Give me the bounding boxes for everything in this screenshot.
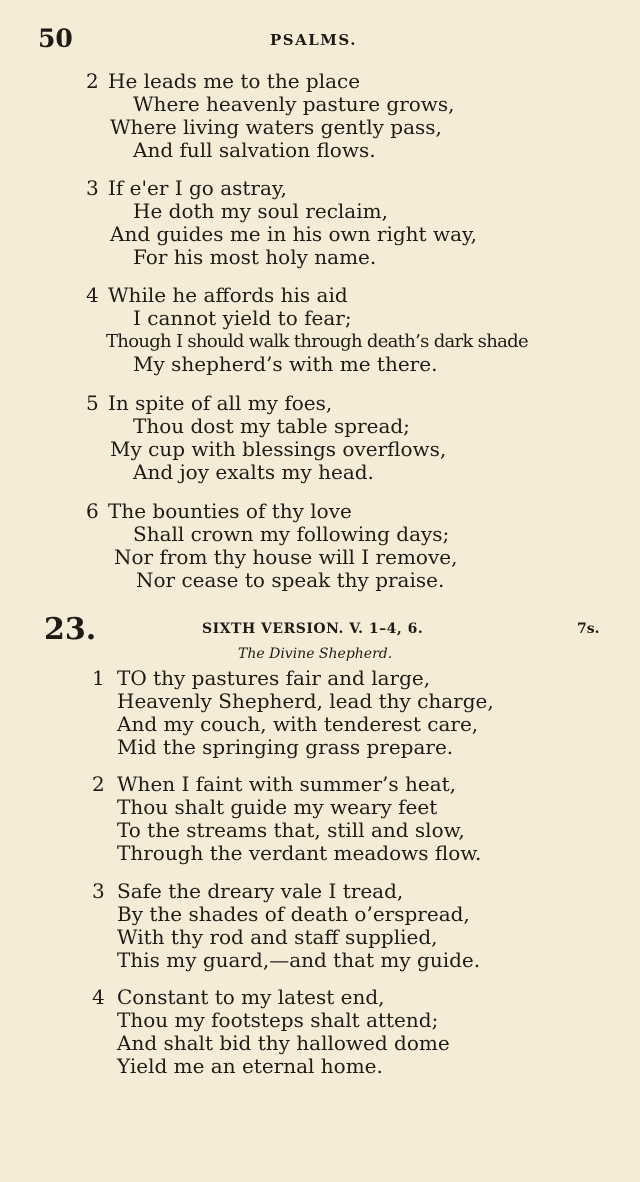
hymn-stanza-3: [92, 880, 632, 972]
verse-line: 3 Safe the dreary vale I tread,: [92, 879, 404, 903]
verse-line: 2 When I faint with summer’s heat,: [92, 772, 457, 796]
verse-line: With thy rod and staff supplied,: [117, 925, 438, 949]
verse-line: 5 In spite of all my foes,: [86, 391, 333, 415]
verse-line: 4 Constant to my latest end,: [92, 985, 385, 1009]
verse-line: 4 While he affords his aid: [86, 283, 348, 307]
page-number: 50: [38, 24, 73, 53]
verse-line: 6 The bounties of thy love: [86, 499, 352, 523]
verse-line: And guides me in his own right way,: [110, 222, 477, 246]
verse-line: Through the verdant meadows flow.: [117, 841, 482, 865]
stanza-number: 2: [86, 69, 99, 93]
verse-line: By the shades of death o’erspread,: [117, 902, 470, 926]
verse-line: Thou shalt guide my weary feet: [117, 795, 438, 819]
meter-label: 7s.: [577, 621, 600, 637]
verse-line: Heavenly Shepherd, lead thy charge,: [117, 689, 494, 713]
verse-line: Shall crown my following days;: [133, 522, 450, 546]
verse-line: For his most holy name.: [133, 245, 377, 269]
verse-line: My shepherd’s with me there.: [133, 352, 438, 376]
verse-line: He doth my soul reclaim,: [133, 199, 388, 223]
verse-line: Nor cease to speak thy praise.: [136, 568, 445, 592]
verse-line: Thou dost my table spread;: [133, 414, 410, 438]
stanza-number: 2: [92, 772, 105, 796]
hymn-stanza-4: [92, 986, 632, 1078]
verse-line: To the streams that, still and slow,: [117, 818, 465, 842]
verse-line: And my couch, with tenderest care,: [117, 712, 479, 736]
version-heading: SIXTH VERSION. V. 1–4, 6.: [202, 621, 424, 637]
stanza-number: 3: [92, 879, 105, 903]
verse-line: Mid the springing grass prepare.: [117, 735, 454, 759]
verse-line: And joy exalts my head.: [133, 460, 374, 484]
verse-line: 3 If e'er I go astray,: [86, 176, 287, 200]
verse-line: My cup with blessings overflows,: [110, 437, 447, 461]
page-header: [38, 24, 618, 54]
stanza-number: 5: [86, 391, 99, 415]
stanza-6: [86, 500, 626, 592]
stanza-number: 4: [86, 283, 99, 307]
verse-line: 1 TO thy pastures fair and large,: [92, 666, 431, 690]
stanza-2: [86, 70, 626, 162]
stanza-5: [86, 392, 626, 484]
verse-line: I cannot yield to fear;: [133, 306, 352, 330]
verse-line: Nor from thy house will I remove,: [114, 545, 458, 569]
verse-line: Though I should walk through death’s dark shade: [106, 331, 528, 352]
stanza-number: 4: [92, 985, 105, 1009]
stanza-number: 6: [86, 499, 99, 523]
hymn-title: The Divine Shepherd.: [238, 646, 393, 662]
hymn-number: 23.: [44, 612, 97, 647]
stanza-number: 3: [86, 176, 99, 200]
verse-line: 2 He leads me to the place: [86, 69, 361, 93]
running-head: PSALMS.: [270, 31, 357, 49]
hymn-stanza-2: [92, 773, 632, 865]
verse-line: And shalt bid thy hallowed dome: [117, 1031, 450, 1055]
stanza-3: [86, 177, 626, 269]
stanza-4: [86, 284, 626, 376]
verse-line: Where heavenly pasture grows,: [133, 92, 455, 116]
verse-line: Thou my footsteps shalt attend;: [117, 1008, 439, 1032]
stanza-number: 1: [92, 666, 105, 690]
verse-line: Yield me an eternal home.: [117, 1054, 383, 1078]
verse-line: This my guard,—and that my guide.: [117, 948, 481, 972]
verse-line: Where living waters gently pass,: [110, 115, 442, 139]
verse-line: And full salvation flows.: [133, 138, 376, 162]
hymn-stanza-1: [92, 667, 632, 759]
